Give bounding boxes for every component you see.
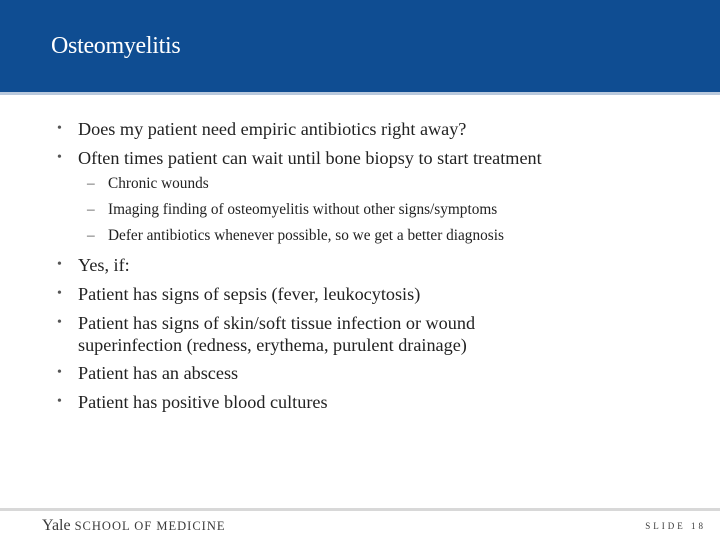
bullet-item: [57, 312, 678, 334]
bullet-text: Does my patient need empiric antibiotics right away?: [78, 119, 467, 139]
bullet-item: [57, 362, 678, 384]
dash-icon: –: [87, 201, 95, 218]
bullet-icon: •: [57, 315, 62, 330]
bullet-icon: •: [57, 121, 62, 136]
bullet-text: Often times patient can wait until bone biopsy to start treatment: [78, 148, 542, 168]
bullet-item: [57, 118, 678, 140]
bullet-item: [57, 147, 678, 169]
bullet-icon: •: [57, 286, 62, 301]
bullet-text: Yes, if:: [78, 255, 130, 275]
bullet-text: Patient has signs of skin/soft tissue infection or wound: [78, 313, 476, 333]
bullet-text: Patient has positive blood cultures: [78, 392, 328, 412]
sub-bullet-item: [87, 226, 504, 246]
sub-bullet-item: [87, 174, 209, 194]
sub-bullet-text: Imaging finding of osteomyelitis without other signs/symptoms: [108, 201, 498, 218]
sub-bullet-text: Defer antibiotics whenever possible, so we get a better diagnosis: [108, 227, 504, 244]
bullet-text: Patient has signs of sepsis (fever, leukocytosis): [78, 284, 421, 304]
sub-bullet-item: [87, 200, 498, 220]
logo-word: Yale: [42, 517, 71, 534]
sub-bullet-text: Chronic wounds: [108, 175, 209, 192]
yale-logo: [42, 517, 225, 535]
bullet-item: [57, 283, 678, 305]
bullet-icon: •: [57, 394, 62, 409]
dash-icon: –: [87, 227, 95, 244]
slide-label: SLIDE: [645, 521, 686, 531]
slide-title: Osteomyelitis: [51, 33, 181, 59]
bullet-text: superinfection (redness, erythema, purulent drainage): [78, 335, 467, 355]
footer-divider: [0, 508, 720, 511]
bullet-item: [57, 391, 678, 413]
bullet-item: [57, 254, 678, 276]
bullet-icon: •: [57, 257, 62, 272]
bullet-icon: •: [57, 150, 62, 165]
dash-icon: –: [87, 175, 95, 192]
slide-number: [645, 521, 706, 531]
bullet-text: Patient has an abscess: [78, 363, 239, 383]
bullet-continuation: [78, 334, 678, 356]
slide-number-value: 18: [691, 521, 706, 531]
school-name: SCHOOL OF MEDICINE: [74, 519, 226, 533]
bullet-icon: •: [57, 365, 62, 380]
